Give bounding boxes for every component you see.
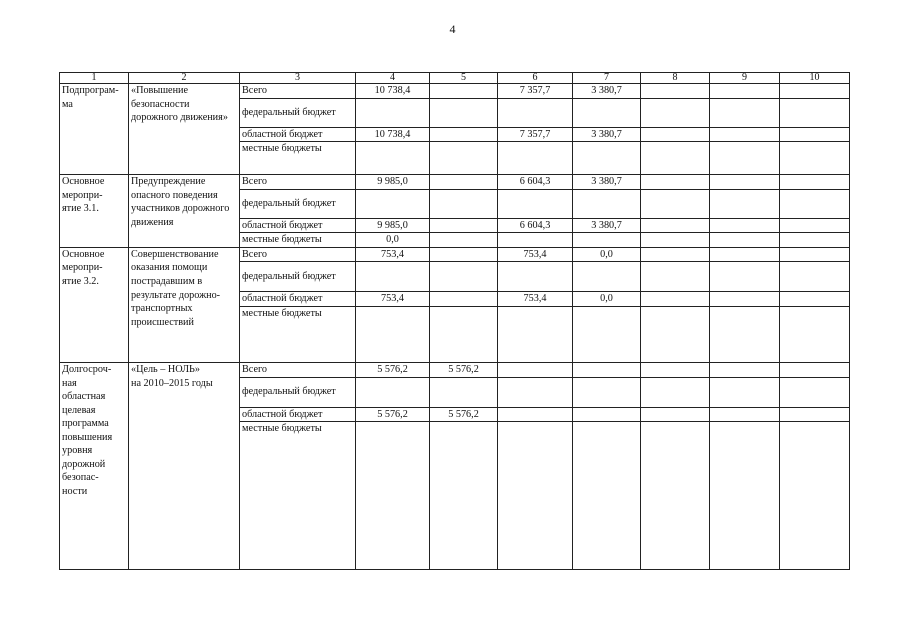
value-cell — [430, 84, 498, 99]
budget-table — [59, 72, 850, 570]
value-cell — [573, 422, 641, 570]
value-cell: 0,0 — [573, 292, 641, 307]
empty-cell — [780, 127, 850, 142]
column-header: 5 — [430, 73, 498, 84]
empty-cell — [780, 218, 850, 233]
empty-cell — [641, 377, 710, 407]
value-cell: 3 380,7 — [573, 175, 641, 190]
empty-cell — [641, 218, 710, 233]
value-cell — [430, 247, 498, 262]
empty-cell — [641, 84, 710, 99]
empty-cell — [641, 422, 710, 570]
funding-source: федеральный бюджет — [240, 262, 356, 292]
empty-cell — [641, 189, 710, 218]
value-cell — [356, 142, 430, 175]
value-cell — [430, 306, 498, 362]
empty-cell — [710, 422, 780, 570]
header-row — [60, 73, 850, 84]
column-header: 3 — [240, 73, 356, 84]
column-header: 2 — [129, 73, 240, 84]
empty-cell — [710, 377, 780, 407]
value-cell — [573, 362, 641, 377]
value-cell — [430, 377, 498, 407]
value-cell — [430, 422, 498, 570]
funding-source: федеральный бюджет — [240, 377, 356, 407]
value-cell: 6 604,3 — [498, 175, 573, 190]
empty-cell — [710, 362, 780, 377]
column-header: 1 — [60, 73, 129, 84]
empty-cell — [780, 247, 850, 262]
value-cell — [430, 127, 498, 142]
value-cell: 6 604,3 — [498, 218, 573, 233]
empty-cell — [780, 84, 850, 99]
empty-cell — [780, 292, 850, 307]
value-cell: 753,4 — [356, 292, 430, 307]
value-cell — [573, 262, 641, 292]
value-cell: 753,4 — [498, 247, 573, 262]
column-header: 4 — [356, 73, 430, 84]
value-cell — [498, 142, 573, 175]
value-cell — [498, 233, 573, 248]
empty-cell — [710, 262, 780, 292]
value-cell — [430, 233, 498, 248]
program-description: «Цель – НОЛЬ» на 2010–2015 годы — [129, 362, 240, 569]
empty-cell — [780, 262, 850, 292]
value-cell — [573, 98, 641, 127]
value-cell — [498, 262, 573, 292]
empty-cell — [641, 247, 710, 262]
value-cell: 9 985,0 — [356, 175, 430, 190]
funding-source: местные бюджеты — [240, 142, 356, 175]
empty-cell — [780, 175, 850, 190]
value-cell — [356, 262, 430, 292]
value-cell — [573, 306, 641, 362]
column-header: 7 — [573, 73, 641, 84]
empty-cell — [710, 218, 780, 233]
empty-cell — [780, 98, 850, 127]
funding-source: местные бюджеты — [240, 422, 356, 570]
value-cell — [498, 98, 573, 127]
value-cell: 3 380,7 — [573, 127, 641, 142]
value-cell — [573, 142, 641, 175]
value-cell: 5 576,2 — [430, 407, 498, 422]
value-cell — [430, 142, 498, 175]
empty-cell — [641, 127, 710, 142]
value-cell: 5 576,2 — [356, 407, 430, 422]
empty-cell — [780, 377, 850, 407]
empty-cell — [780, 142, 850, 175]
value-cell — [430, 175, 498, 190]
value-cell — [498, 306, 573, 362]
empty-cell — [780, 407, 850, 422]
value-cell — [356, 98, 430, 127]
funding-source: областной бюджет — [240, 127, 356, 142]
value-cell: 10 738,4 — [356, 127, 430, 142]
empty-cell — [780, 422, 850, 570]
program-description: Совершенствование оказания помощи пострадавшим в результате дорожно-транспортных происшествий — [129, 247, 240, 362]
value-cell: 753,4 — [498, 292, 573, 307]
program-name: Основное меропри- ятие 3.1. — [60, 175, 129, 248]
table-row — [60, 247, 850, 262]
empty-cell — [710, 292, 780, 307]
value-cell: 3 380,7 — [573, 218, 641, 233]
empty-cell — [780, 189, 850, 218]
empty-cell — [710, 247, 780, 262]
empty-cell — [780, 233, 850, 248]
value-cell — [430, 292, 498, 307]
value-cell — [356, 306, 430, 362]
value-cell — [573, 377, 641, 407]
empty-cell — [710, 306, 780, 362]
funding-source: Всего — [240, 175, 356, 190]
empty-cell — [710, 98, 780, 127]
value-cell: 7 357,7 — [498, 84, 573, 99]
value-cell — [430, 218, 498, 233]
value-cell — [498, 422, 573, 570]
value-cell — [498, 407, 573, 422]
value-cell: 7 357,7 — [498, 127, 573, 142]
column-header: 10 — [780, 73, 850, 84]
value-cell — [356, 377, 430, 407]
column-header: 6 — [498, 73, 573, 84]
funding-source: Всего — [240, 84, 356, 99]
program-name: Подпрограм- ма — [60, 84, 129, 175]
value-cell: 9 985,0 — [356, 218, 430, 233]
empty-cell — [641, 233, 710, 248]
funding-source: местные бюджеты — [240, 233, 356, 248]
table-row — [60, 84, 850, 99]
value-cell: 0,0 — [356, 233, 430, 248]
value-cell: 753,4 — [356, 247, 430, 262]
funding-source: местные бюджеты — [240, 306, 356, 362]
funding-source: федеральный бюджет — [240, 98, 356, 127]
value-cell — [498, 362, 573, 377]
empty-cell — [710, 407, 780, 422]
value-cell: 10 738,4 — [356, 84, 430, 99]
funding-source: федеральный бюджет — [240, 189, 356, 218]
empty-cell — [710, 84, 780, 99]
empty-cell — [780, 362, 850, 377]
value-cell — [573, 233, 641, 248]
value-cell: 3 380,7 — [573, 84, 641, 99]
empty-cell — [641, 306, 710, 362]
column-header: 9 — [710, 73, 780, 84]
empty-cell — [710, 127, 780, 142]
empty-cell — [710, 189, 780, 218]
program-name: Долгосроч- ная областная целевая программа повышения уровня дорожной безопас- ности — [60, 362, 129, 569]
funding-source: областной бюджет — [240, 218, 356, 233]
page-number: 4 — [449, 22, 456, 36]
empty-cell — [641, 175, 710, 190]
funding-source: Всего — [240, 362, 356, 377]
program-description: Предупреждение опасного поведения участников дорожного движения — [129, 175, 240, 248]
empty-cell — [710, 233, 780, 248]
column-header: 8 — [641, 73, 710, 84]
empty-cell — [780, 306, 850, 362]
value-cell — [498, 189, 573, 218]
empty-cell — [641, 262, 710, 292]
table-row — [60, 175, 850, 190]
empty-cell — [641, 142, 710, 175]
value-cell — [356, 422, 430, 570]
value-cell — [498, 377, 573, 407]
value-cell — [430, 262, 498, 292]
value-cell: 5 576,2 — [356, 362, 430, 377]
table-row — [60, 362, 850, 377]
value-cell — [430, 189, 498, 218]
funding-source: Всего — [240, 247, 356, 262]
value-cell — [356, 189, 430, 218]
empty-cell — [710, 142, 780, 175]
empty-cell — [641, 292, 710, 307]
empty-cell — [710, 175, 780, 190]
value-cell: 0,0 — [573, 247, 641, 262]
empty-cell — [641, 362, 710, 377]
empty-cell — [641, 407, 710, 422]
value-cell — [573, 189, 641, 218]
value-cell: 5 576,2 — [430, 362, 498, 377]
funding-source: областной бюджет — [240, 292, 356, 307]
value-cell — [573, 407, 641, 422]
program-name: Основное меропри- ятие 3.2. — [60, 247, 129, 362]
value-cell — [430, 98, 498, 127]
empty-cell — [641, 98, 710, 127]
program-description: «Повышение безопасности дорожного движения» — [129, 84, 240, 175]
funding-source: областной бюджет — [240, 407, 356, 422]
